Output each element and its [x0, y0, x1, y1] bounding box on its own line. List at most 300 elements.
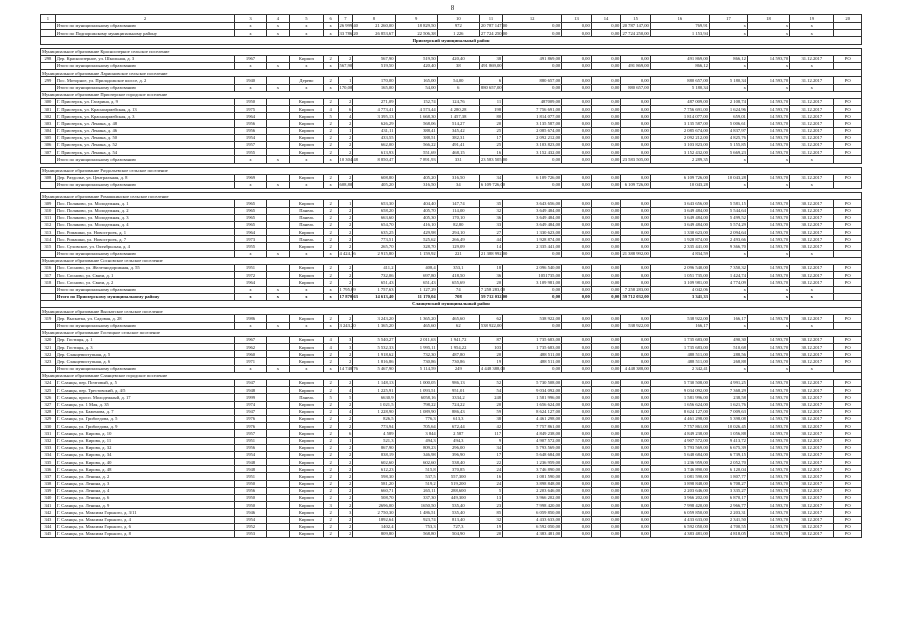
table-cell: 165,00 [395, 77, 437, 84]
table-row [41, 408, 862, 415]
table-cell: 2 [323, 265, 338, 272]
table-cell [834, 293, 862, 300]
table-cell: 2 750,30 [353, 509, 395, 516]
table-cell: 4 042,06 [650, 286, 709, 293]
table-cell: 1 [338, 437, 353, 444]
subtotal-row [41, 181, 862, 188]
table-cell: РО [834, 459, 862, 466]
table-cell: 36 [479, 214, 502, 221]
table-cell: x [235, 23, 267, 30]
table-cell: 2 [338, 502, 353, 509]
table-cell: РО [834, 106, 862, 113]
table-cell: 0,00 [562, 394, 592, 401]
table-cell: 2 [323, 509, 338, 516]
table-cell: 0,00 [562, 358, 592, 365]
table-cell: 324 [41, 380, 56, 387]
table-cell: 602,60 [353, 459, 395, 466]
table-cell: 465,60 [395, 322, 437, 329]
table-cell: 10 304,48 [339, 156, 358, 162]
table-cell: Дер. Раздолье, ул. Центральная, д. 8 [55, 174, 234, 181]
table-cell: x [290, 62, 324, 69]
table-cell: 165,00 [353, 84, 395, 91]
table-cell: 2 [338, 401, 353, 408]
table-cell: 0,00 [621, 142, 651, 149]
table-cell [266, 315, 289, 322]
table-cell: 0,00 [621, 408, 651, 415]
table-cell: x [323, 23, 338, 30]
table-cell: 5 581,15 [709, 200, 747, 207]
table-cell: 0,00 [591, 401, 621, 408]
table-cell: 0,00 [621, 272, 651, 279]
table-cell: 635,25 [353, 229, 395, 236]
table-cell: 0,00 [621, 358, 651, 365]
table-cell: x [235, 322, 267, 329]
table-cell: 30.12.2017 [790, 265, 834, 272]
table-cell: Кирпич [290, 265, 324, 272]
table-cell: x [290, 156, 324, 163]
table-cell: 0,00 [621, 444, 651, 451]
table-cell: 1 928 874,00 [503, 236, 562, 243]
table-cell: РО [834, 480, 862, 487]
table-cell: x [790, 365, 834, 372]
table-cell: 4 837,97 [709, 127, 747, 134]
table-cell: 5 114,59 [395, 365, 437, 372]
table-cell: 4 383 481,00 [650, 530, 709, 537]
table-row [41, 466, 862, 473]
table-cell: РО [834, 408, 862, 415]
table-cell: 494,3 [437, 437, 479, 444]
table-row [41, 55, 862, 62]
table-cell: 11 [479, 98, 502, 105]
table-cell: 2 [338, 315, 353, 322]
table-cell: 14 593,70 [747, 387, 789, 394]
table-cell: 21 388 992,00 [480, 251, 508, 257]
table-cell: 2 [338, 415, 353, 422]
table-cell [266, 358, 289, 365]
table-cell: 2 342,41 [650, 365, 709, 372]
table-cell: 2 [323, 466, 338, 473]
table-cell: 1975 [235, 106, 267, 113]
table-cell: 2 [338, 530, 353, 537]
table-cell [266, 344, 289, 351]
table-cell: 34 [479, 444, 502, 451]
table-cell: x [323, 322, 338, 329]
table-cell: 0,00 [562, 236, 592, 243]
table-cell: 0,00 [591, 181, 621, 188]
table-cell: x [266, 286, 289, 293]
table-cell: РО [834, 207, 862, 214]
table-cell: 311 [41, 214, 56, 221]
table-cell: РО [834, 134, 862, 141]
table-row [41, 134, 862, 141]
table-cell: РО [834, 236, 862, 243]
table-cell: 54,00 [437, 77, 479, 84]
housing-repair-register-table [40, 14, 862, 538]
table-cell: Дер. Гостицы, д. 3 [55, 344, 234, 351]
table-cell: 0,00 [621, 214, 651, 221]
table-cell: 303 [41, 120, 56, 127]
municipality-heading-row [41, 70, 862, 77]
table-cell: 1952 [235, 523, 267, 530]
table-cell: 33 786,20 [339, 30, 358, 36]
table-cell: 1955 [235, 149, 267, 156]
table-cell: Г. Сланцы, ул. Ленина, д. 2 [55, 473, 234, 480]
table-cell: 6 059 850,00 [650, 509, 709, 516]
table-cell: 2 [338, 229, 353, 236]
table-cell: 3 152 432,00 [503, 149, 562, 156]
table-cell: РО [834, 265, 862, 272]
table-cell: 4 280,28 [437, 106, 479, 113]
table-cell: РО [834, 523, 862, 530]
table-cell: 14 593,70 [747, 516, 789, 523]
table-cell: 3 649 484,00 [503, 207, 562, 214]
table-cell: 651,43 [353, 279, 395, 286]
table-cell: 4 [323, 336, 338, 343]
table-cell: 36 [479, 272, 502, 279]
table-cell [834, 30, 862, 37]
table-cell: 0,00 [591, 430, 621, 437]
table-cell: Г. Сланцы, ул. Максима Горького, д. 3/11 [55, 509, 234, 516]
table-cell: 491 869,00 [503, 55, 562, 62]
table-cell: 880 657,00 [621, 84, 651, 91]
table-cell: 1973 [235, 236, 267, 243]
municipality-heading-row [41, 308, 862, 315]
table-cell: 986,13 [437, 380, 479, 387]
table-cell: 0,00 [562, 430, 592, 437]
table-cell: 0,00 [591, 229, 621, 236]
table-cell: 612,23 [353, 466, 395, 473]
table-cell: Г. Сланцы, пер. Трестовский, д. 4/5 [55, 387, 234, 394]
table-cell: 0,00 [591, 142, 621, 149]
table-cell: 0,00 [591, 387, 621, 394]
table-cell: Пос. Поляково, ул. Молодежная, д. 1 [55, 200, 234, 207]
table-cell: 0,00 [591, 293, 621, 300]
table-cell: 2 [338, 444, 353, 451]
table-cell: 838,19 [353, 451, 395, 458]
table-cell [266, 142, 289, 149]
table-cell: 342 [41, 509, 56, 516]
table-cell: 2 096 540,00 [650, 265, 709, 272]
table-cell: 2 [338, 423, 353, 430]
table-cell: Г. Приозерск, ул. Ленина, д. 52 [55, 142, 234, 149]
table-cell: Итого по Приозерскому муниципальному району [55, 293, 234, 300]
table-row [41, 523, 862, 530]
table-cell: 491,41 [437, 142, 479, 149]
table-cell: РО [834, 415, 862, 422]
table-cell: Кирпич [290, 480, 324, 487]
table-cell: Г. Сланцы, ул. Ленина, д. 9 [55, 502, 234, 509]
table-cell: Кирпич [290, 437, 324, 444]
table-cell: 312 [41, 221, 56, 228]
table-cell: 0,00 [621, 380, 651, 387]
table-cell: 249 [437, 365, 479, 372]
table-cell: 1 807,77 [709, 473, 747, 480]
table-cell: 331 [41, 430, 56, 437]
table-cell: 52 [479, 380, 502, 387]
table-row [41, 142, 862, 149]
table-cell: РО [834, 200, 862, 207]
table-cell: РО [834, 466, 862, 473]
table-cell: 25 [479, 127, 502, 134]
table-cell: x [790, 84, 834, 91]
table-cell: 316 [41, 265, 56, 272]
municipality-heading: Муниципальное образование Приозерское городское поселение [41, 91, 862, 98]
table-cell: 1 226 [437, 30, 479, 37]
table-cell: 0,00 [621, 423, 651, 430]
table-cell: 2 203 646,00 [503, 487, 562, 494]
table-cell [266, 106, 289, 113]
table-cell: x [323, 286, 338, 293]
table-cell: 0,00 [562, 229, 592, 236]
table-cell: Кирпич [290, 516, 324, 523]
table-cell: 14 593,70 [747, 214, 789, 221]
table-cell: 420,40 [395, 62, 437, 69]
table-cell: 538 922,00 [621, 322, 651, 329]
table-cell: x [790, 30, 834, 37]
table-cell: 327 [41, 401, 56, 408]
table-cell: x [747, 156, 789, 163]
table-cell: 6 059 850,00 [503, 509, 562, 516]
table-cell: 1 735 683,00 [503, 336, 562, 343]
table-cell: 0,00 [621, 106, 651, 113]
table-cell: 8 624 127,00 [503, 408, 562, 415]
table-cell: 30.12.2017 [790, 358, 834, 365]
table-cell: 0,00 [562, 156, 592, 163]
table-cell: 538 922,00 [650, 315, 709, 322]
table-cell [266, 134, 289, 141]
table-cell: 9 034 092,00 [650, 387, 709, 394]
table-cell: 773,51 [353, 236, 395, 243]
table-cell: 2 094,64 [709, 229, 747, 236]
table-cell: 30.12.2017 [790, 480, 834, 487]
table-cell: 0,00 [591, 55, 621, 62]
table-cell: Кирпич [290, 387, 324, 394]
table-cell: 14 593,70 [747, 174, 789, 181]
table-cell: 0,00 [562, 250, 592, 257]
table-cell: 6 592 050,00 [650, 523, 709, 530]
table-cell: Кирпич [290, 272, 324, 279]
table-cell: x [235, 286, 267, 293]
table-cell: 22 [479, 459, 502, 466]
table-cell: x [266, 250, 289, 257]
table-cell: 0,00 [503, 365, 562, 372]
table-cell: 0,00 [503, 322, 562, 329]
table-row [41, 174, 862, 181]
table-cell: 0,00 [562, 322, 592, 329]
table-cell [266, 200, 289, 207]
table-cell: 0,00 [591, 62, 621, 69]
table-cell: РО [834, 77, 862, 84]
table-cell: 265,11 [395, 487, 437, 494]
table-cell: 514,27 [437, 120, 479, 127]
municipality-heading-row [41, 91, 862, 98]
table-cell: РО [834, 221, 862, 228]
table-cell: 1 127,29 [395, 286, 437, 293]
subtotal-row [41, 286, 862, 293]
table-cell: 2 [323, 55, 338, 62]
table-cell: 30.12.2017 [790, 336, 834, 343]
table-cell: 488 511,00 [503, 351, 562, 358]
table-cell: 0,00 [591, 365, 621, 372]
table-row [41, 106, 862, 113]
table-cell [266, 380, 289, 387]
table-cell: 129,09 [437, 243, 479, 250]
table-cell: 14 593,70 [747, 523, 789, 530]
table-cell: Итого по Подпорожскому муниципальному району [55, 30, 234, 37]
table-cell: Кирпич [290, 380, 324, 387]
table-cell: 170,10 [437, 214, 479, 221]
table-cell: 3 341,33 [650, 293, 709, 300]
table-cell: x [747, 84, 789, 91]
table-cell: Кирпич [290, 473, 324, 480]
table-cell: 2 [338, 495, 353, 502]
table-cell: 880 657,00 [650, 77, 709, 84]
table-cell: 429,98 [395, 229, 437, 236]
table-cell: 510,68 [709, 344, 747, 351]
table-cell: 411,2 [353, 265, 395, 272]
table-cell: 0,00 [562, 272, 592, 279]
table-cell: 3 335,27 [709, 487, 747, 494]
table-cell [266, 502, 289, 509]
table-cell: Кирпич [290, 98, 324, 105]
table-cell: 0,00 [591, 344, 621, 351]
table-cell: 4 773,41 [353, 106, 395, 113]
table-cell: Итого по муниципальному образованию [55, 322, 234, 329]
column-number-cell: 5 [290, 15, 324, 23]
table-cell: 317 [41, 272, 56, 279]
column-number-cell: 17 [709, 15, 747, 23]
table-cell: 6 [437, 84, 479, 91]
table-cell: 14 593,70 [747, 502, 789, 509]
table-cell: 2 [323, 243, 338, 250]
table-cell: 14 593,70 [747, 430, 789, 437]
table-cell: 7 757 861,00 [503, 423, 562, 430]
table-cell: 2 [338, 380, 353, 387]
district-heading: Сланцевский муниципальный район [41, 300, 862, 307]
table-cell: 299 [41, 77, 56, 84]
table-cell: Г. Сланцы, ул. Кирова, д. 40 [55, 459, 234, 466]
table-cell: 31.12.2017 [790, 106, 834, 113]
table-cell: Кирпич [290, 127, 324, 134]
table-cell: 613,93 [353, 149, 395, 156]
table-cell: 7 350,32 [709, 265, 747, 272]
table-cell: 4 461 298,00 [650, 415, 709, 422]
municipality-heading: Муниципальное образование Гостицкое сельское поселение [41, 329, 862, 336]
table-cell: 488 511,00 [650, 358, 709, 365]
table-cell: Г. Сланцы, ул. Ленина, д. 3 [55, 480, 234, 487]
table-cell: 5 540,27 [353, 336, 395, 343]
table-cell: Дерево [290, 77, 324, 84]
table-row [41, 451, 862, 458]
table-cell: РО [834, 430, 862, 437]
table-cell: 1976 [235, 423, 267, 430]
table-cell: 449,300 [437, 495, 479, 502]
table-row [41, 279, 862, 286]
table-cell: 32 [479, 207, 502, 214]
table-cell: 319 [41, 315, 56, 322]
table-cell: 0,00 [562, 134, 592, 141]
table-cell: 6630,9 [353, 394, 395, 401]
table-cell: Кирпич [290, 509, 324, 516]
table-cell: 316,50 [395, 181, 437, 188]
table-cell: 809,23 [395, 444, 437, 451]
table-cell: 14 593,70 [747, 444, 789, 451]
table-cell: 2 [323, 487, 338, 494]
table-cell: Пос. Сосново, ул. Связи, д. 2 [55, 279, 234, 286]
table-cell: 0,00 [621, 315, 651, 322]
column-number-cell: 20 [834, 15, 862, 23]
table-cell: 0,00 [562, 77, 592, 84]
table-cell: 14 593,70 [747, 473, 789, 480]
table-cell: 0,00 [591, 156, 621, 163]
table-cell: 6 109 726,00 [650, 174, 709, 181]
table-cell: 0,00 [591, 502, 621, 509]
table-cell: 2 341,50 [709, 516, 747, 523]
table-cell: 16 [479, 473, 502, 480]
table-cell: 2 [323, 236, 338, 243]
table-cell: Кирпич [290, 444, 324, 451]
table-cell: 557,300 [437, 473, 479, 480]
table-cell: 2 335 441,00 [503, 243, 562, 250]
table-cell [266, 207, 289, 214]
table-cell: 2 [338, 516, 353, 523]
table-cell: 1 228,90 [353, 408, 395, 415]
table-cell: 2 203 646,00 [650, 487, 709, 494]
table-cell: 337 [41, 473, 56, 480]
table-cell: 20 [479, 351, 502, 358]
table-cell: 14 593,70 [747, 423, 789, 430]
table-cell: x [747, 23, 789, 30]
table-cell: 2 [323, 214, 338, 221]
table-cell: 2 092 212,00 [503, 134, 562, 141]
table-cell: 0,00 [621, 236, 651, 243]
table-cell: 0,00 [621, 207, 651, 214]
table-cell: 0,00 [591, 23, 621, 30]
table-cell: 1956 [235, 487, 267, 494]
table-cell: 1950 [235, 480, 267, 487]
table-cell: 0,00 [621, 495, 651, 502]
table-cell: 0,00 [562, 423, 592, 430]
table-cell: 26 853,67 [353, 30, 395, 37]
table-cell: 0,00 [591, 200, 621, 207]
table-cell: 2 [323, 272, 338, 279]
table-cell: 0,00 [562, 243, 592, 250]
table-cell: 2 [338, 351, 353, 358]
table-cell: 31.12.2017 [790, 55, 834, 62]
table-cell: 0,00 [621, 430, 651, 437]
table-cell: 0,00 [591, 272, 621, 279]
table-cell: 30.12.2017 [790, 423, 834, 430]
table-cell: 3 [338, 344, 353, 351]
table-cell: Панель [290, 207, 324, 214]
table-cell: 1956 [235, 127, 267, 134]
table-cell: x [747, 322, 789, 329]
table-cell: 16 [479, 149, 502, 156]
table-cell: Г. Приозерск, ул. Гагарина, д. 9 [55, 98, 234, 105]
table-cell: 1956 [235, 120, 267, 127]
table-cell: Пос. Суховское, ул. Октябрьская, д. 4 [55, 243, 234, 250]
table-cell: 18 829,50 [395, 23, 437, 30]
table-row [41, 509, 862, 516]
subtotal-row [41, 156, 862, 163]
table-cell: 14 593,70 [747, 437, 789, 444]
table-cell: 2 [323, 480, 338, 487]
table-cell [834, 250, 862, 257]
table-cell: 31.12.2017 [790, 149, 834, 156]
table-cell: 6 708,27 [709, 480, 747, 487]
table-cell: 30.12.2017 [790, 451, 834, 458]
table-cell: 30.12.2017 [790, 530, 834, 537]
